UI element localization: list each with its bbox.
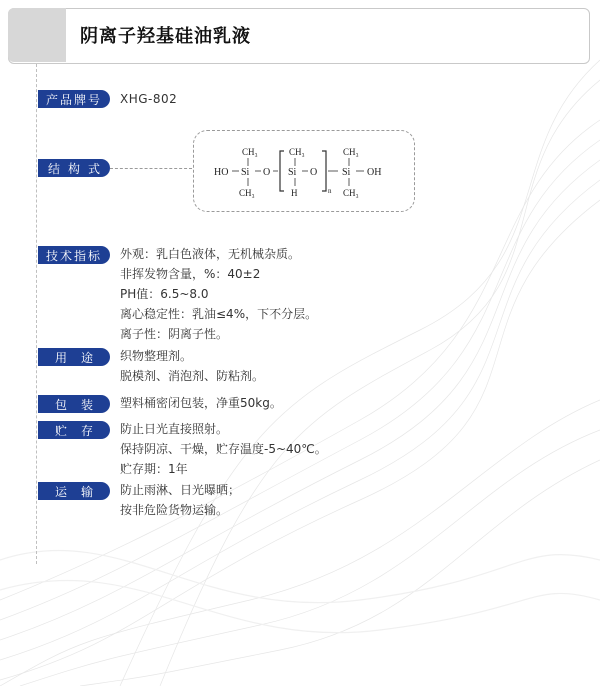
spec-line: 外观：乳白色液体，无机械杂质。 (120, 247, 301, 261)
spec-line: 非挥发物含量，%：40±2 (120, 267, 261, 281)
formula-si-mid: Si (288, 167, 297, 178)
formula-o-left: O (263, 167, 271, 178)
label-structure: 结构式 (38, 159, 110, 177)
transport-line: 按非危险货物运输。 (120, 503, 229, 517)
formula-si-left: Si (241, 167, 250, 178)
formula-ho: HO (214, 167, 229, 178)
formula-ch3-top-mid: CH₃ (289, 147, 305, 157)
label-specs: 技术指标 (38, 246, 110, 264)
product-code-value: XHG-802 (120, 92, 178, 106)
structure-formula (193, 130, 415, 212)
storage-line: 贮存期：1年 (120, 462, 188, 476)
formula-h: H (291, 188, 298, 198)
page-title: 阴离子羟基硅油乳液 (80, 26, 251, 47)
formula-o-mid: O (310, 167, 318, 178)
packaging-line: 塑料桶密闭包装，净重50kg。 (120, 396, 282, 410)
label-storage: 贮存 (38, 421, 110, 439)
transport-values (120, 480, 240, 520)
formula-si-right: Si (342, 167, 351, 178)
left-dashed-guide (36, 64, 37, 564)
formula-ch3-bottom-left: CH₃ (239, 188, 255, 198)
storage-line: 防止日光直接照射。 (120, 422, 229, 436)
title-tab (8, 8, 66, 62)
label-product-code: 产品牌号 (38, 90, 110, 108)
specs-values (120, 244, 317, 344)
formula-ch3-bottom-right: CH₃ (343, 188, 359, 198)
label-transport: 运输 (38, 482, 110, 500)
label-packaging: 包装 (38, 395, 110, 413)
packaging-values (120, 393, 282, 413)
spec-line: 离心稳定性：乳油≤4%，下不分层。 (120, 307, 318, 321)
spec-line: PH值：6.5~8.0 (120, 287, 209, 301)
storage-line: 保持阴凉、干燥，贮存温度-5~40℃。 (120, 442, 327, 456)
formula-oh: OH (367, 167, 382, 178)
usage-line: 脱模剂、消泡剂、防粘剂。 (120, 369, 265, 383)
label-usage: 用途 (38, 348, 110, 366)
formula-ch3-top-right: CH₃ (343, 147, 359, 157)
structure-connector (110, 168, 192, 169)
formula-ch3-top-left: CH₃ (242, 147, 258, 157)
usage-line: 织物整理剂。 (120, 349, 193, 363)
spec-line: 离子性：阴离子性。 (120, 327, 229, 341)
transport-line: 防止雨淋、日光曝晒； (120, 483, 241, 497)
usage-values (120, 346, 264, 386)
storage-values (120, 419, 327, 479)
formula-n: n (328, 187, 332, 195)
